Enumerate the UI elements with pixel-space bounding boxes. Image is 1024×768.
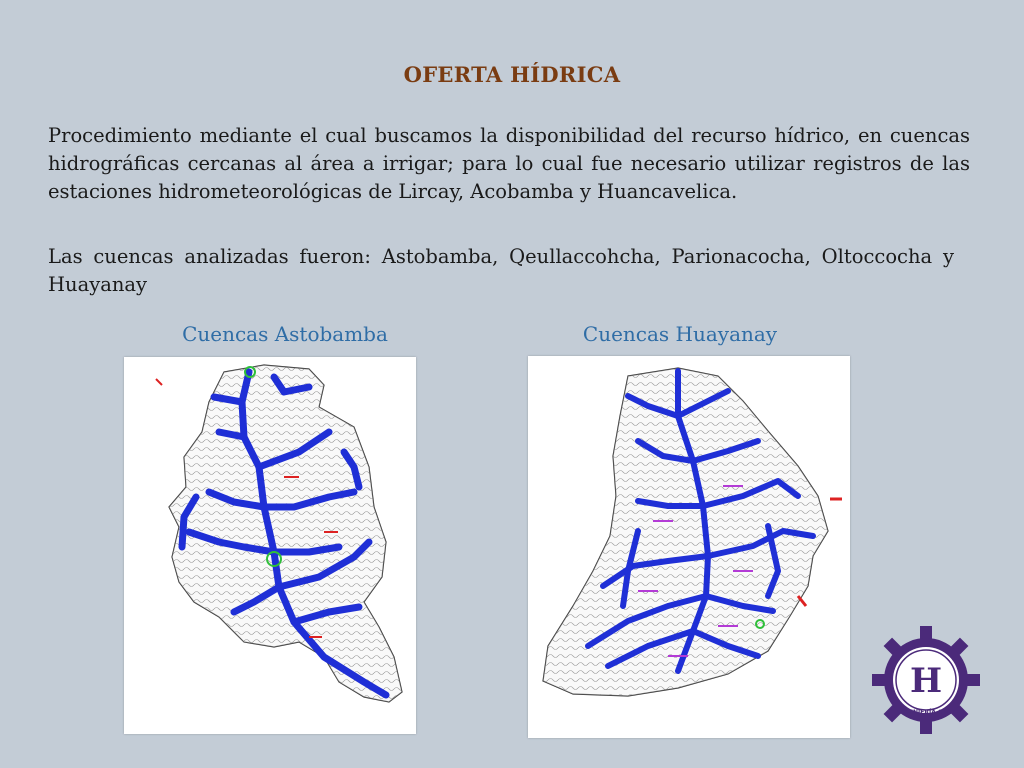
slide-title: OFERTA HÍDRICA — [403, 62, 621, 87]
caption-astobamba: Cuencas Astobamba — [182, 322, 388, 346]
logo-letter: H — [909, 661, 943, 701]
ingenieria-civil-logo — [870, 624, 982, 736]
caption-huayanay: Cuencas Huayanay — [582, 322, 778, 346]
huayanay-map-drawing — [528, 356, 850, 738]
astobamba-map-drawing — [124, 357, 416, 734]
gear-icon — [870, 624, 982, 736]
huayanay-basin-map — [528, 356, 850, 738]
description-paragraph: Procedimiento mediante el cual buscamos la disponibilidad del recurso hídrico, en cuencas hidrográficas cercanas al área a irrigar; para lo cual fue necesario utilizar registros de las estaciones hidrometeorológicas de Lircay, Acobamba y Huancavelica. — [48, 124, 970, 203]
basins-paragraph: Las cuencas analizadas fueron: Astobamba, Qeullaccohcha, Parionacocha, Oltoccocha y Huayanay — [48, 245, 954, 296]
astobamba-basin-map — [124, 357, 416, 734]
logo-ring-text: INGENIERÍA CIVIL — [896, 709, 956, 716]
